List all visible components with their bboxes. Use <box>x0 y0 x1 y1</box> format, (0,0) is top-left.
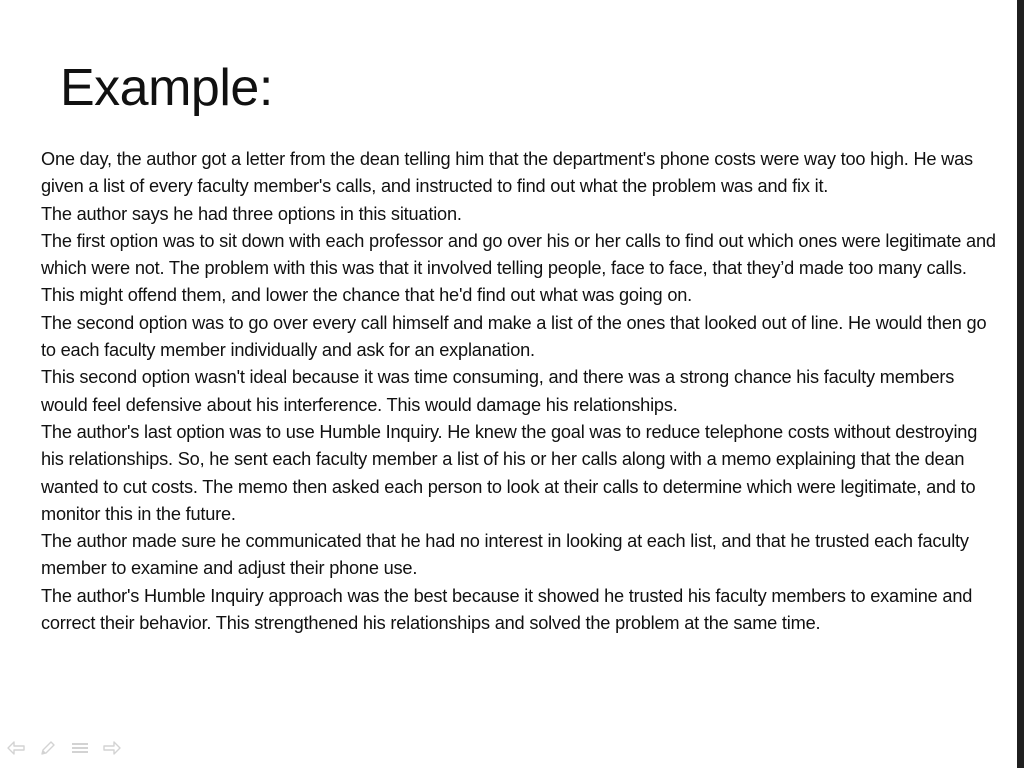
paragraph-5: This second option wasn't ideal because it was time consuming, and there was a strong chance his faculty members would feel defensive about his interference. This would damage his relationships. <box>41 367 955 415</box>
previous-slide-button[interactable] <box>6 739 26 757</box>
slideshow-nav-controls <box>6 738 122 758</box>
paragraph-2: The author says he had three options in this situation. <box>41 203 462 224</box>
slide-body <box>41 146 1001 637</box>
paragraph-6: The author's last option was to use Humble Inquiry. He knew the goal was to reduce telephone costs without destroying his relationships. So, he sent each faculty member a list of his or her calls along with a memo explaining that the dean wanted to cut costs. The memo then asked each person to look at their calls to determine which were legitimate, and to monitor this in the future. <box>41 421 978 524</box>
slide-title: Example: <box>60 59 273 117</box>
slide-menu-button[interactable] <box>70 739 90 757</box>
window-right-border <box>1017 0 1024 768</box>
paragraph-1: One day, the author got a letter from the dean telling him that the department's phone costs were way too high. He was given a list of every faculty member's calls, and instructed to find out what the problem was and fix it. <box>41 149 973 197</box>
next-arrow-icon <box>103 741 121 755</box>
paragraph-3: The first option was to sit down with each professor and go over his or her calls to find out which ones were legitimate and which were not. The problem with this was that it involved telling people, face to face, that they’d made too many calls. This might offend them, and lower the chance that he'd find out what was going on. <box>41 230 996 306</box>
paragraph-8: The author's Humble Inquiry approach was the best because it showed he trusted his faculty members to examine and correct their behavior. This strengthened his relationships and solved the problem at the same time. <box>41 585 973 634</box>
pen-tool-button[interactable] <box>38 739 58 757</box>
paragraph-7: The author made sure he communicated that he had no interest in looking at each list, and that he trusted each faculty member to examine and adjust their phone use. <box>41 531 969 579</box>
menu-icon <box>71 741 89 755</box>
next-slide-button[interactable] <box>102 739 122 757</box>
pen-icon <box>40 740 56 756</box>
previous-arrow-icon <box>7 741 25 755</box>
paragraph-4: The second option was to go over every call himself and make a list of the ones that looked out of line. He would then go to each faculty member individually and ask for an explanation. <box>41 312 987 361</box>
